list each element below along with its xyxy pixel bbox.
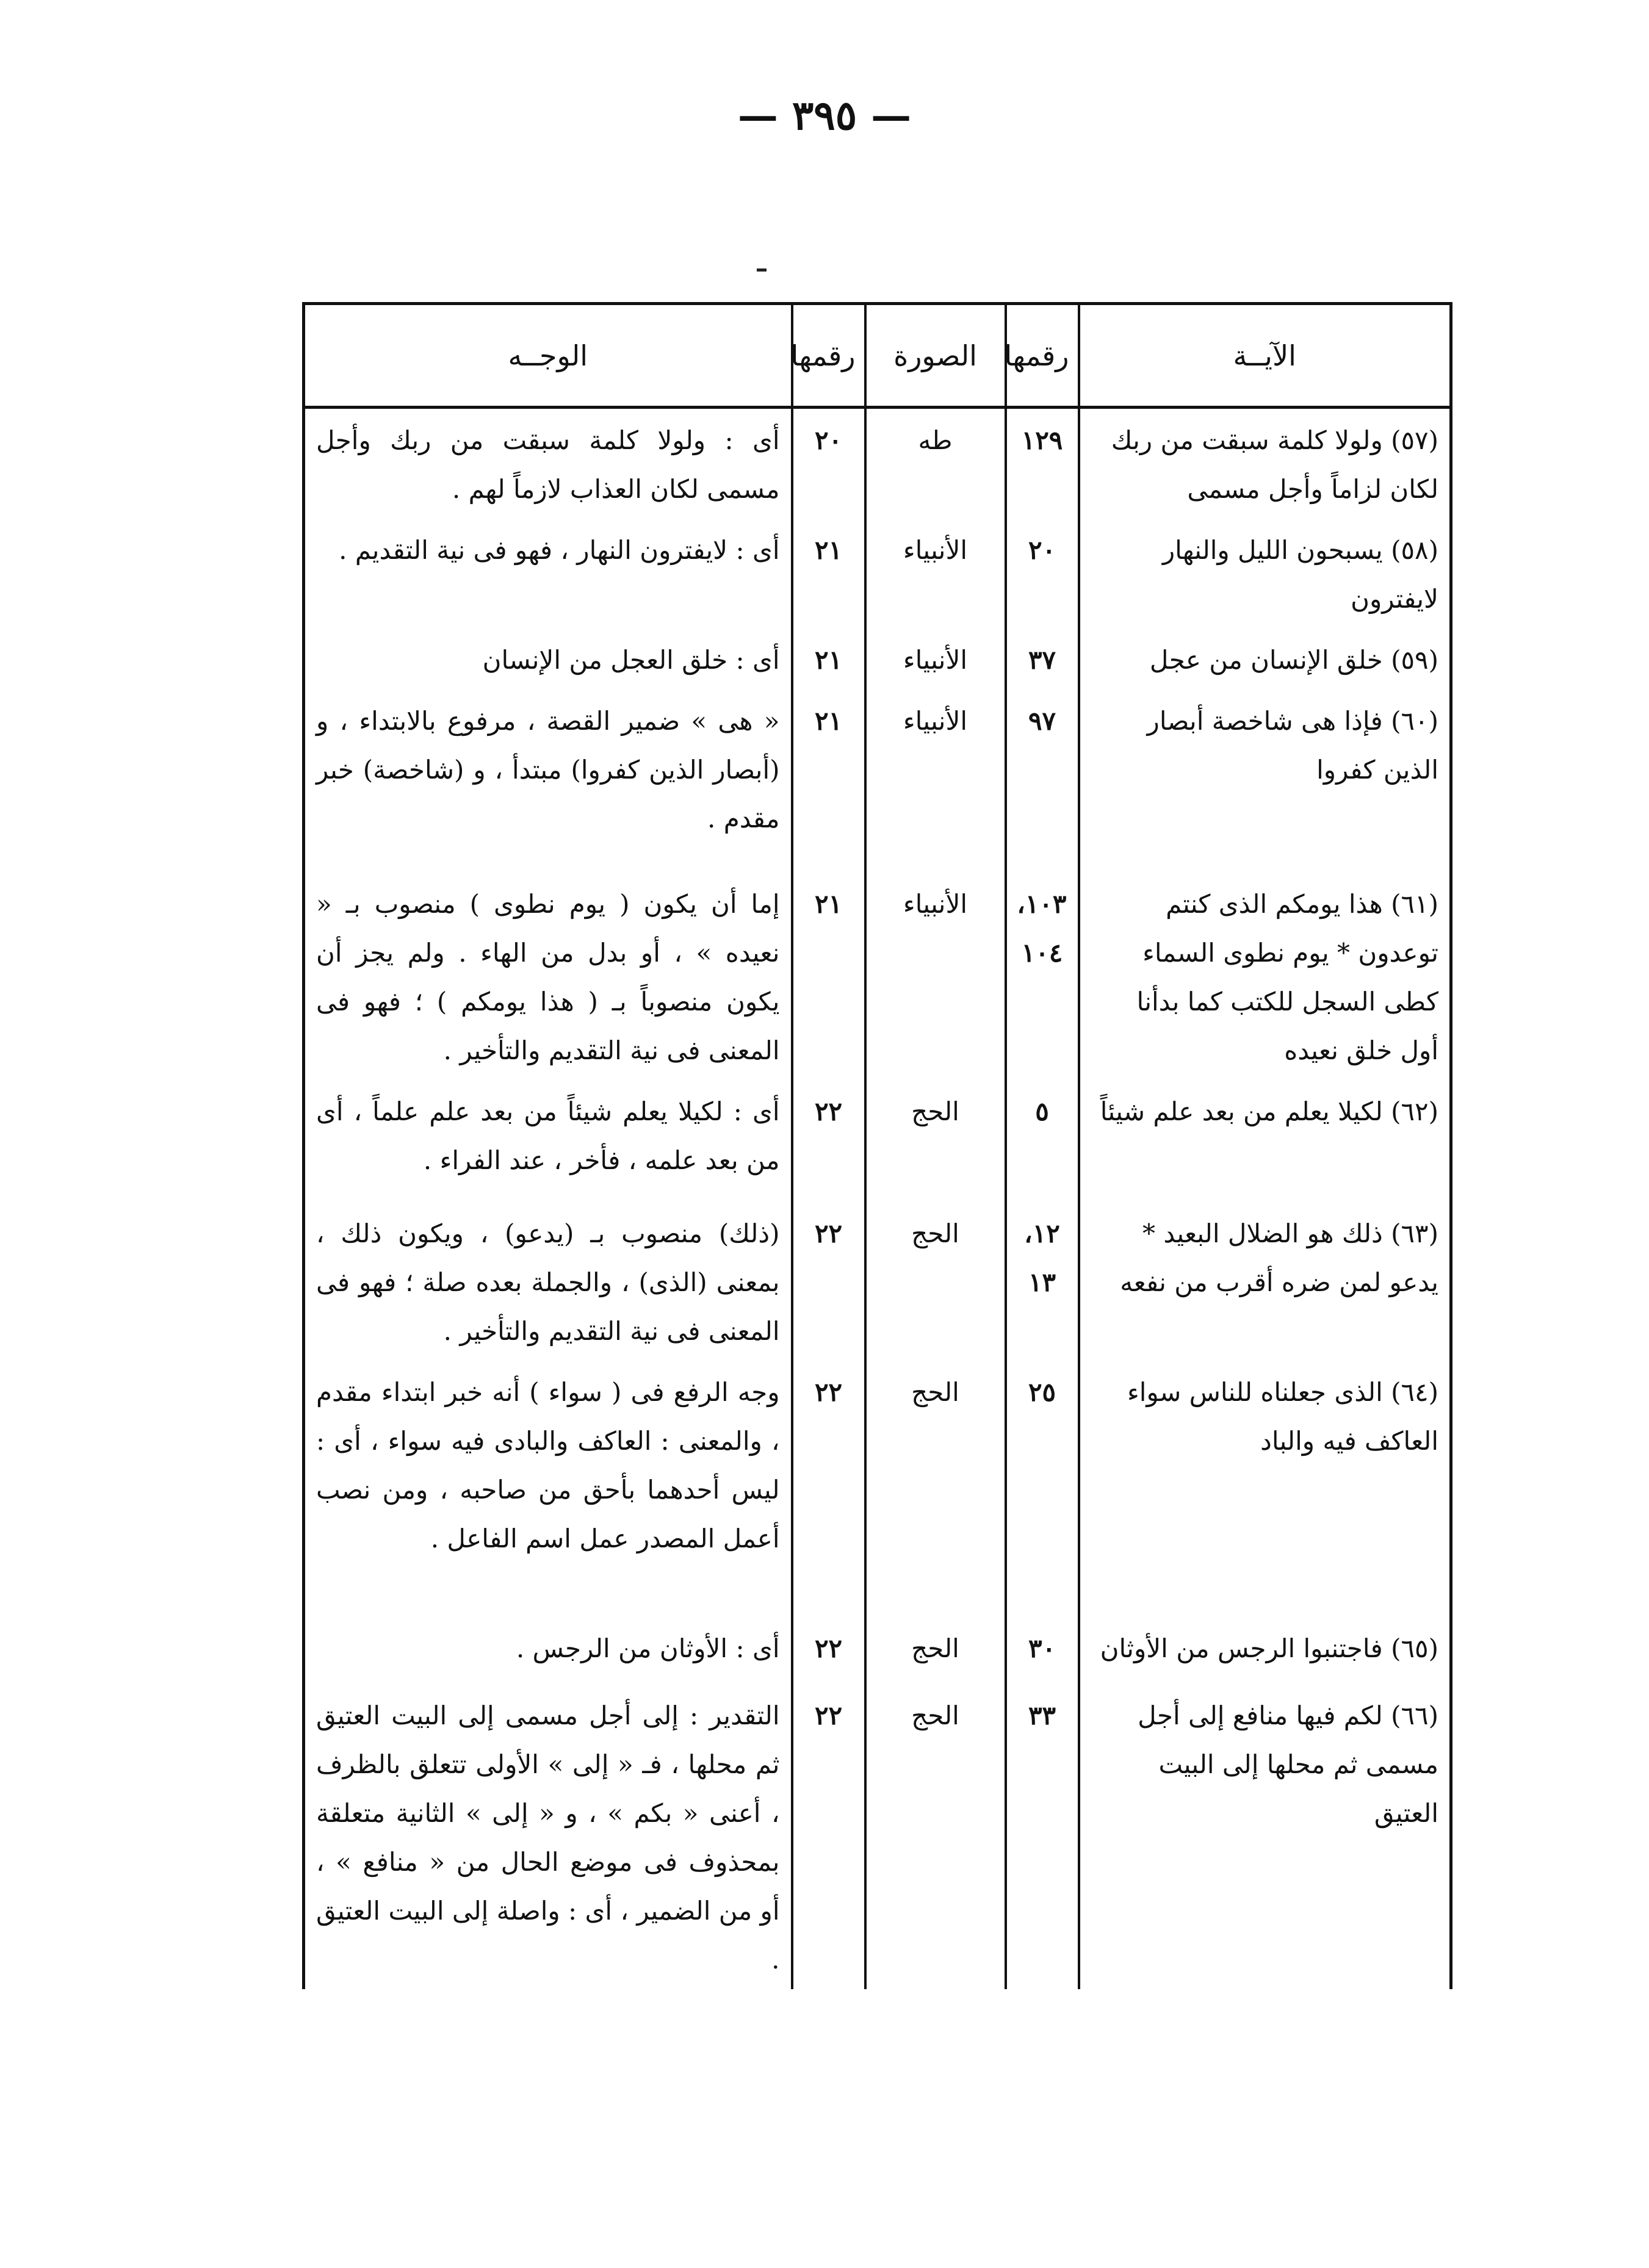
header-page-number: رقمها [792,304,865,408]
cell-aya: (٦٢) لكيلا يعلم من بعد علم شيئاً [1079,1080,1451,1202]
cell-wajh: أى : خلق العجل من الإنسان [304,628,792,689]
cell-sura: الأنبياء [865,689,1006,873]
table-row [304,1617,1451,1684]
cell-sura: الحج [865,1684,1006,1989]
cell-aya-number: ٩٧ [1006,689,1079,873]
cell-sura: الحج [865,1080,1006,1202]
cell-sura: الحج [865,1202,1006,1361]
page-number: — ٣٩٥ — [737,92,912,139]
cell-page-number: ٢١ [792,519,865,628]
cell-wajh: أى : لايفترون النهار ، فهو فى نية التقديم . [304,519,792,628]
table-row [304,519,1451,628]
table-row [304,1080,1451,1202]
cell-page-number: ٢٢ [792,1684,865,1989]
cell-sura: الحج [865,1361,1006,1617]
table-row [304,1202,1451,1361]
table-row [304,873,1451,1080]
header-aya-number: رقمها [1006,304,1079,408]
table-row [304,408,1451,519]
cell-wajh: التقدير : إلى أجل مسمى إلى البيت العتيق ثم محلها ، فـ « إلى » الأولى تتعلق بالظرف ، أعنى « بكم » ، و « إلى » الثانية متعلقة بمحذوف فى موضع الحال من « منافع » ، أو من الضمير ، أى : واصلة إلى البيت العتيق . [304,1684,792,1989]
cell-wajh: (ذلك) منصوب بـ (يدعو) ، ويكون ذلك ، بمعنى (الذى) ، والجملة بعده صلة ؛ فهو فى المعنى فى نية التقديم والتأخير . [304,1202,792,1361]
stray-mark [757,268,767,272]
cell-wajh: أى : ولولا كلمة سبقت من ربك وأجل مسمى لكان العذاب لازماً لهم . [304,408,792,519]
cell-sura: طه [865,408,1006,519]
cell-page-number: ٢٢ [792,1080,865,1202]
cell-aya-number [1006,873,1079,1080]
aya-number-part: ١٠٣، [1017,889,1067,919]
cell-wajh: أى : لكيلا يعلم شيئاً من بعد علم علماً ، أى من بعد علمه ، فأخر ، عند الفراء . [304,1080,792,1202]
cell-aya-number: ٣٣ [1006,1684,1079,1989]
cell-sura: الأنبياء [865,873,1006,1080]
table-header-row [304,304,1451,408]
cell-page-number: ٢١ [792,689,865,873]
verses-table [305,302,1452,1975]
cell-aya-number: ٣٠ [1006,1617,1079,1684]
cell-page-number: ٢١ [792,873,865,1080]
cell-page-number: ٢١ [792,628,865,689]
header-aya: الآيــة [1079,304,1451,408]
table-row [304,628,1451,689]
cell-aya: (٦٥) فاجتنبوا الرجس من الأوثان [1079,1617,1451,1684]
cell-sura: الحج [865,1617,1006,1684]
cell-wajh: إما أن يكون ( يوم نطوى ) منصوب بـ « نعيده » ، أو بدل من الهاء . ولم يجز أن يكون منصوباً بـ ( هذا يومكم ) ؛ فهو فى المعنى فى نية التقديم والتأخير . [304,873,792,1080]
cell-page-number: ٢٢ [792,1202,865,1361]
cell-sura: الأنبياء [865,628,1006,689]
cell-page-number: ٢٠ [792,408,865,519]
cell-aya-number [1006,1202,1079,1361]
verses-table-grid [302,302,1452,1989]
table-row [304,1361,1451,1617]
cell-aya: (٥٨) يسبحون الليل والنهار لايفترون [1079,519,1451,628]
header-sura: الصورة [865,304,1006,408]
cell-aya: (٦٤) الذى جعلناه للناس سواء العاكف فيه والباد [1079,1361,1451,1617]
cell-sura: الأنبياء [865,519,1006,628]
cell-aya-number: ٣٧ [1006,628,1079,689]
cell-aya-number: ٢٠ [1006,519,1079,628]
cell-wajh: أى : الأوثان من الرجس . [304,1617,792,1684]
cell-wajh: « هى » ضمير القصة ، مرفوع بالابتداء ، و (أبصار الذين كفروا) مبتدأ ، و (شاخصة) خبر مقدم . [304,689,792,873]
cell-aya: (٥٩) خلق الإنسان من عجل [1079,628,1451,689]
cell-aya: (٦٦) لكم فيها منافع إلى أجل مسمى ثم محلها إلى البيت العتيق [1079,1684,1451,1989]
table-row [304,1684,1451,1989]
cell-aya-number: ١٢٩ [1006,408,1079,519]
aya-number-part: ١٠٤ [1021,938,1063,968]
cell-aya: (٦٠) فإذا هى شاخصة أبصار الذين كفروا [1079,689,1451,873]
cell-aya: (٦١) هذا يومكم الذى كنتم توعدون * يوم نطوى السماء كطى السجل للكتب كما بدأنا أول خلق نعيده [1079,873,1451,1080]
cell-aya: (٦٣) ذلك هو الضلال البعيد * يدعو لمن ضره أقرب من نفعه [1079,1202,1451,1361]
header-wajh: الوجــه [304,304,792,408]
cell-page-number: ٢٢ [792,1361,865,1617]
cell-aya: (٥٧) ولولا كلمة سبقت من ربك لكان لزاماً وأجل مسمى [1079,408,1451,519]
cell-aya-number: ٥ [1006,1080,1079,1202]
cell-aya-number: ٢٥ [1006,1361,1079,1617]
cell-wajh: وجه الرفع فى ( سواء ) أنه خبر ابتداء مقدم ، والمعنى : العاكف والبادى فيه سواء ، أى : ليس أحدهما بأحق من صاحبه ، ومن نصب أعمل المصدر عمل اسم الفاعل . [304,1361,792,1617]
aya-number-part: ١٢، [1024,1219,1060,1248]
aya-number-part: ١٣ [1028,1267,1056,1297]
table-row [304,689,1451,873]
cell-page-number: ٢٢ [792,1617,865,1684]
